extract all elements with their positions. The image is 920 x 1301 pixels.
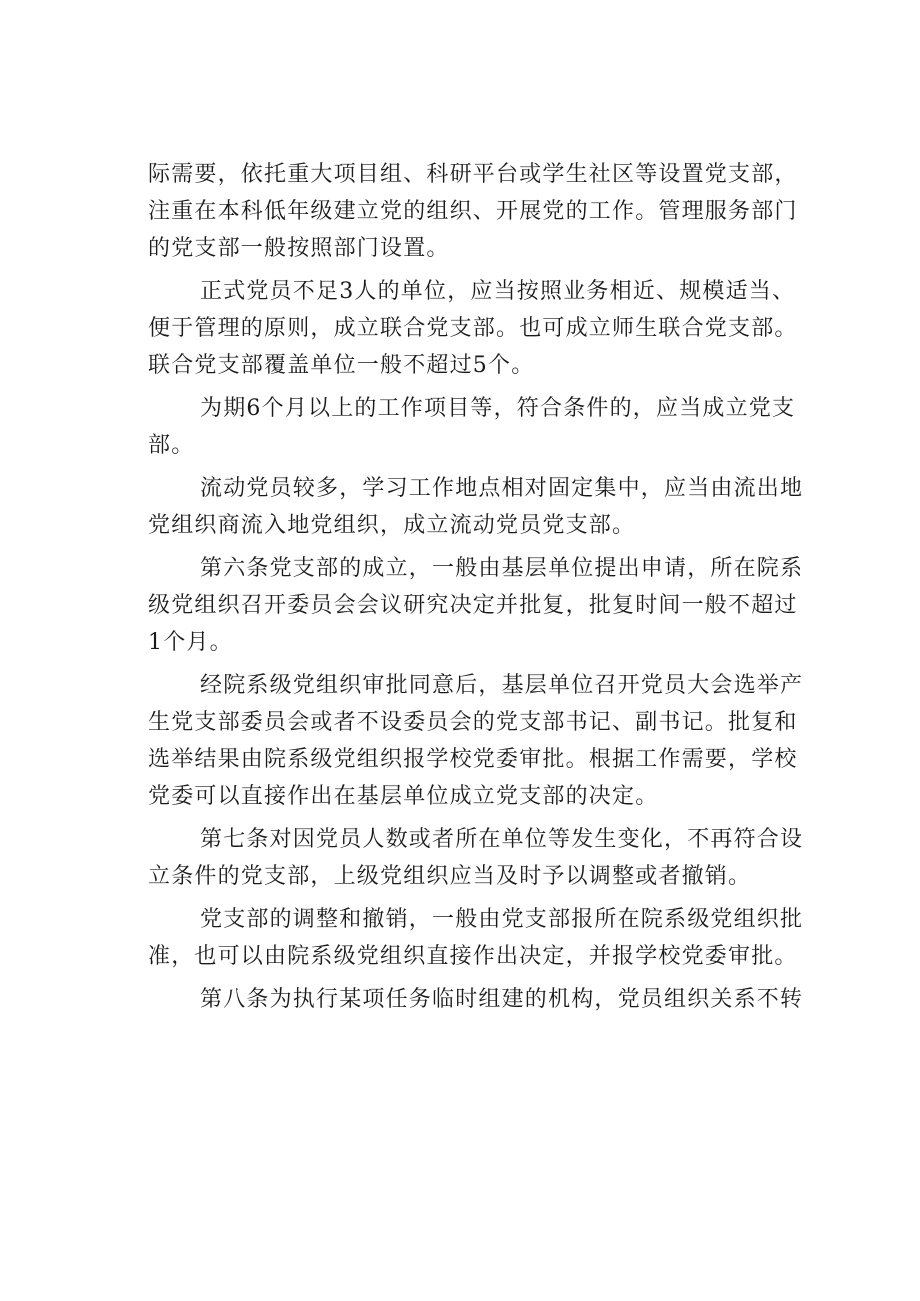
paragraph: [148, 901, 818, 975]
paragraph-line: 党委可以直接作出在基层单位成立党支部的决定。: [148, 784, 659, 809]
paragraph-line: 准，也可以由院系级党组织直接作出决定，并报学校党委审批。: [148, 944, 798, 969]
paragraph: [148, 667, 818, 815]
paragraph-line: 第八条为执行某项任务临时组建的机构，党员组织关系不转: [200, 987, 804, 1012]
paragraph: [148, 390, 818, 464]
paragraph: [148, 273, 818, 384]
paragraph: [148, 821, 818, 895]
paragraph-line: 党支部的调整和撤销，一般由党支部报所在院系级党组织批: [200, 907, 804, 932]
paragraph-line: 便于管理的原则，成立联合党支部。也可成立师生联合党支部。: [148, 316, 798, 341]
paragraph-line: 级党组织召开委员会会议研究决定并批复，批复时间一般不超过: [148, 593, 798, 618]
paragraph-line: 为期6个月以上的工作项目等，符合条件的，应当成立党支: [200, 396, 796, 421]
paragraph-line: 的党支部一般按照部门设置。: [148, 236, 450, 261]
paragraph: [148, 470, 818, 544]
paragraph: [148, 981, 818, 1018]
paragraph-line: 党组织商流入地党组织，成立流动党员党支部。: [148, 513, 636, 538]
paragraph-line: 注重在本科低年级建立党的组织、开展党的工作。管理服务部门: [148, 199, 798, 224]
paragraph-line: 正式党员不足3人的单位，应当按照业务相近、规模适当、: [200, 279, 796, 304]
paragraph-line: 第七条对因党员人数或者所在单位等发生变化，不再符合设: [200, 827, 804, 852]
paragraph-line: 立条件的党支部，上级党组织应当及时予以调整或者撤销。: [148, 864, 752, 889]
paragraph-line: 际需要，依托重大项目组、科研平台或学生社区等设置党支部，: [148, 162, 798, 187]
paragraph-line: 生党支部委员会或者不设委员会的党支部书记、副书记。批复和: [148, 710, 798, 735]
paragraph-line: 联合党支部覆盖单位一般不超过5个。: [148, 353, 535, 378]
paragraph-line: 流动党员较多，学习工作地点相对固定集中，应当由流出地: [200, 476, 804, 501]
paragraph-line: 经院系级党组织审批同意后，基层单位召开党员大会选举产: [200, 673, 804, 698]
paragraph-line: 1个月。: [148, 630, 233, 655]
document-body: [148, 156, 818, 1018]
paragraph-line: 选举结果由院系级党组织报学校党委审批。根据工作需要，学校: [148, 747, 798, 772]
paragraph: [148, 156, 818, 267]
paragraph: [148, 550, 818, 661]
paragraph-line: 第六条党支部的成立，一般由基层单位提出申请，所在院系: [200, 556, 804, 581]
paragraph-line: 部。: [148, 433, 195, 458]
